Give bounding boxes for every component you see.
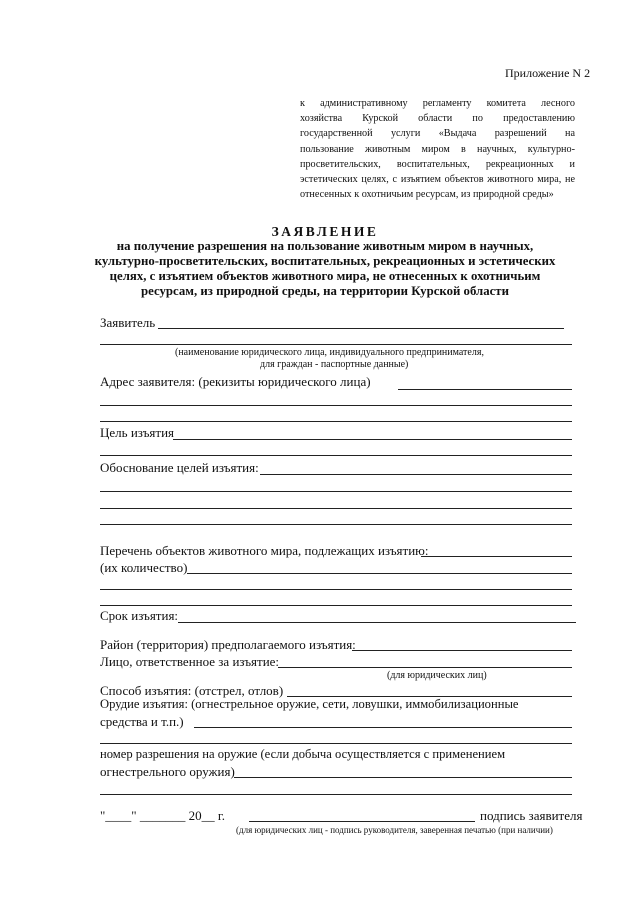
address-field-3[interactable] (100, 421, 572, 422)
justification-field-3[interactable] (100, 508, 572, 509)
purpose-field-2[interactable] (100, 455, 572, 456)
applicant-field[interactable] (158, 328, 564, 329)
area-label: Район (территория) предполагаемого изъятия: (100, 637, 356, 652)
document-heading: ЗАЯВЛЕНИЕ (271, 224, 379, 239)
appendix-number: Приложение N 2 (505, 66, 591, 80)
weapon-permit-label: номер разрешения на оружие (если добыча осуществляется с применением (100, 747, 506, 761)
regulation-line: государственной услуги «Выдача разрешений на (300, 128, 575, 140)
signature-hint: (для юридических лиц - подпись руководителя, заверенная печатью (при наличии) (236, 825, 553, 835)
document-subtitle (70, 239, 580, 299)
subtitle-line: на получение разрешения на пользование животным миром в научных, (116, 239, 534, 253)
applicant-hint: (наименование юридического лица, индивидуального предпринимателя, (175, 347, 484, 358)
address-field-2[interactable] (100, 405, 572, 406)
regulation-line: эстетических целях, с изъятием объектов животного мира, не (300, 174, 575, 186)
tools-label: Орудие изъятия: (огнестрельное оружие, сети, ловушки, иммобилизационные (100, 697, 519, 711)
justification-field-2[interactable] (100, 491, 572, 492)
tools-label-2: средства и т.п.) (100, 714, 184, 729)
purpose-field[interactable] (173, 439, 572, 440)
objects-count-label: (их количество) (100, 560, 188, 575)
applicant-hint: для граждан - паспортные данные) (260, 359, 409, 370)
date-field[interactable]: "____" _______ 20__ г. (100, 808, 225, 823)
area-field[interactable] (352, 650, 572, 651)
objects-field-3[interactable] (100, 589, 572, 590)
regulation-line: отнесенных к охотничьим ресурсам, из природной среды» (300, 189, 554, 201)
justification-label: Обоснование целей изъятия: (100, 460, 259, 475)
address-label: Адрес заявителя: (рекизиты юридического лица) (100, 374, 371, 389)
subtitle-line: ресурсам, из природной среды, на территории Курской области (141, 284, 509, 298)
regulation-line: к административному регламенту комитета лесного (300, 98, 575, 109)
weapon-permit-label-2: огнестрельного оружия) (100, 764, 235, 779)
tools-field[interactable] (194, 727, 572, 728)
objects-field[interactable] (421, 556, 572, 557)
objects-field-4[interactable] (100, 605, 572, 606)
justification-field[interactable] (260, 474, 572, 475)
purpose-label: Цель изъятия (100, 425, 175, 440)
responsible-hint: (для юридических лиц) (387, 670, 487, 681)
applicant-label: Заявитель (100, 315, 156, 330)
responsible-field[interactable] (278, 667, 572, 668)
regulation-reference (300, 96, 575, 202)
weapon-permit-field-2[interactable] (100, 794, 572, 795)
justification-field-4[interactable] (100, 524, 572, 525)
weapon-permit-field[interactable] (234, 777, 572, 778)
objects-label: Перечень объектов животного мира, подлежащих изъятию: (100, 543, 429, 558)
regulation-line: просветительских, воспитательных, рекреационных и (300, 158, 575, 170)
signature-label: подпись заявителя (480, 808, 583, 823)
method-label: Способ изъятия: (отстрел, отлов) (100, 683, 284, 698)
term-field[interactable] (178, 622, 576, 623)
regulation-line: пользование животным миром в научных, культурно- (300, 143, 575, 155)
subtitle-line: культурно-просветительских, воспитательных, рекреационных и эстетических (94, 254, 556, 268)
signature-field[interactable] (249, 821, 475, 822)
responsible-label: Лицо, ответственное за изъятие: (100, 654, 280, 669)
objects-count-field[interactable] (187, 573, 572, 574)
term-label: Срок изъятия: (100, 608, 179, 623)
address-field[interactable] (398, 389, 572, 390)
regulation-line: хозяйства Курской области по предоставлению (300, 113, 575, 125)
applicant-field-2[interactable] (100, 344, 572, 345)
tools-field-2[interactable] (100, 743, 572, 744)
subtitle-line: целях, с изъятием объектов животного мира, не отнесенных к охотничьим (109, 269, 541, 283)
